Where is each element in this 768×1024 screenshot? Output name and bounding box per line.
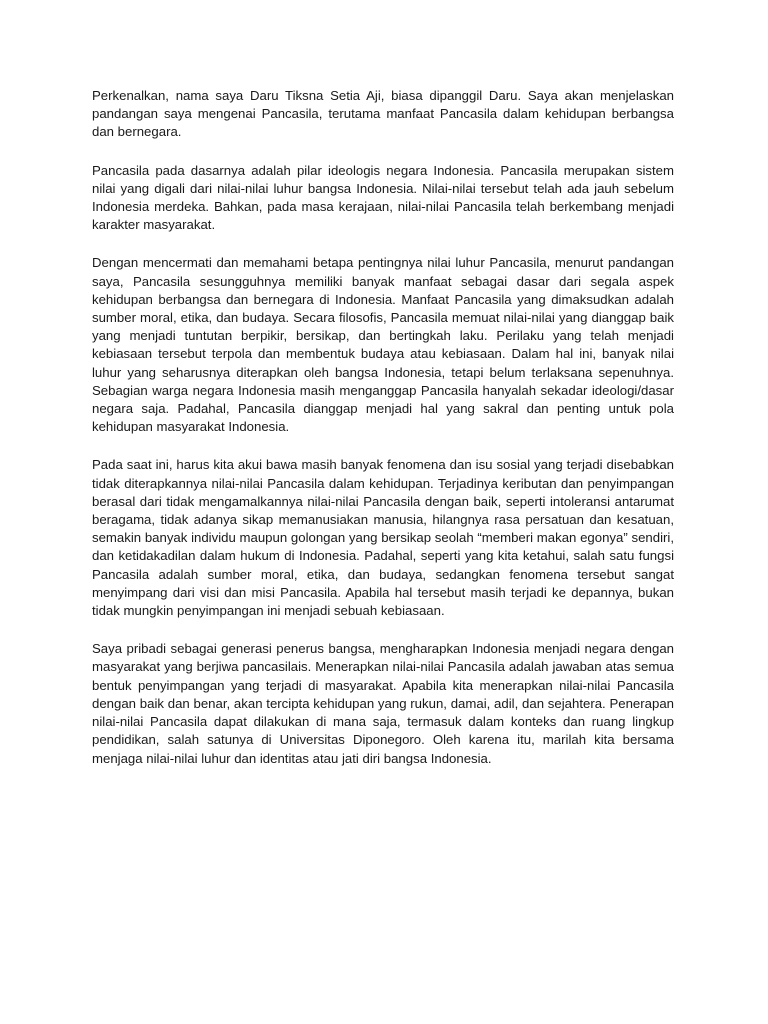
document-body	[92, 87, 674, 788]
paragraph-introduction: Perkenalkan, nama saya Daru Tiksna Setia Aji, biasa dipanggil Daru. Saya akan menjelaskan pandangan saya mengenai Pancasila, terutama manfaat Pancasila dalam kehidupan berbangsa dan bernegara.	[92, 88, 674, 140]
paragraph-pillar-ideology: Pancasila pada dasarnya adalah pilar ideologis negara Indonesia. Pancasila merupakan sistem nilai yang digali dari nilai-nilai luhur bangsa Indonesia. Nilai-nilai tersebut telah ada jauh sebelum Indonesia merdeka. Bahkan, pada masa kerajaan, nilai-nilai Pancasila telah berkembang menjadi karakter masyarakat.	[92, 162, 674, 233]
paragraph-benefits: Dengan mencermati dan memahami betapa pentingnya nilai luhur Pancasila, menurut pandangan saya, Pancasila sesungguhnya memiliki banyak manfaat sebagai dasar dari segala aspek kehidupan berbangsa dan bernegara di Indonesia. Manfaat Pancasila yang dimaksudkan adalah sumber moral, etika, dan budaya. Secara filosofis, Pancasila memuat nilai-nilai yang dianggap baik yang menjadi tuntutan berpikir, bersikap, dan bertingkah laku. Perilaku yang telah menjadi kebiasaan tersebut terpola dan membentuk budaya atau kebiasaan. Dalam hal ini, banyak nilai luhur yang seharusnya diterapkan oleh bangsa Indonesia, tetapi belum terlaksana sepenuhnya. Sebagian warga negara Indonesia masih menganggap Pancasila hanyalah sekadar ideologi/dasar negara saja. Padahal, Pancasila dianggap menjadi hal yang sakral dan penting untuk pola kehidupan masyarakat Indonesia.	[92, 255, 674, 435]
paragraph-social-issues: Pada saat ini, harus kita akui bawa masih banyak fenomena dan isu sosial yang terjadi disebabkan tidak diterapkannya nilai-nilai Pancasila dalam kehidupan. Terjadinya keributan dan penyimpangan berasal dari tidak mengamalkannya nilai-nilai Pancasila dengan baik, seperti intoleransi antarumat beragama, tidak adanya sikap memanusiakan manusia, hilangnya rasa persatuan dan kesatuan, semakin banyak individu maupun golongan yang bersikap seolah “memberi makan egonya” sendiri, dan ketidakadilan dalam hukum di Indonesia. Padahal, seperti yang kita ketahui, salah satu fungsi Pancasila adalah sumber moral, etika, dan budaya, sedangkan fenomena tersebut sangat menyimpang dari visi dan misi Pancasila. Apabila hal tersebut masih terjadi ke depannya, bukan tidak mungkin penyimpangan ini menjadi sebuah kebiasaan.	[92, 457, 674, 619]
paragraph-conclusion: Saya pribadi sebagai generasi penerus bangsa, mengharapkan Indonesia menjadi negara dengan masyarakat yang berjiwa pancasilais. Menerapkan nilai-nilai Pancasila adalah jawaban atas semua bentuk penyimpangan yang terjadi di masyarakat. Apabila kita menerapkan nilai-nilai Pancasila dengan baik dan benar, akan tercipta kehidupan yang rukun, damai, adil, dan sejahtera. Penerapan nilai-nilai Pancasila dapat dilakukan di mana saja, termasuk dalam konteks dan ruang lingkup pendidikan, salah satunya di Universitas Diponegoro. Oleh karena itu, marilah kita bersama menjaga nilai-nilai luhur dan identitas atau jati diri bangsa Indonesia.	[92, 641, 674, 766]
